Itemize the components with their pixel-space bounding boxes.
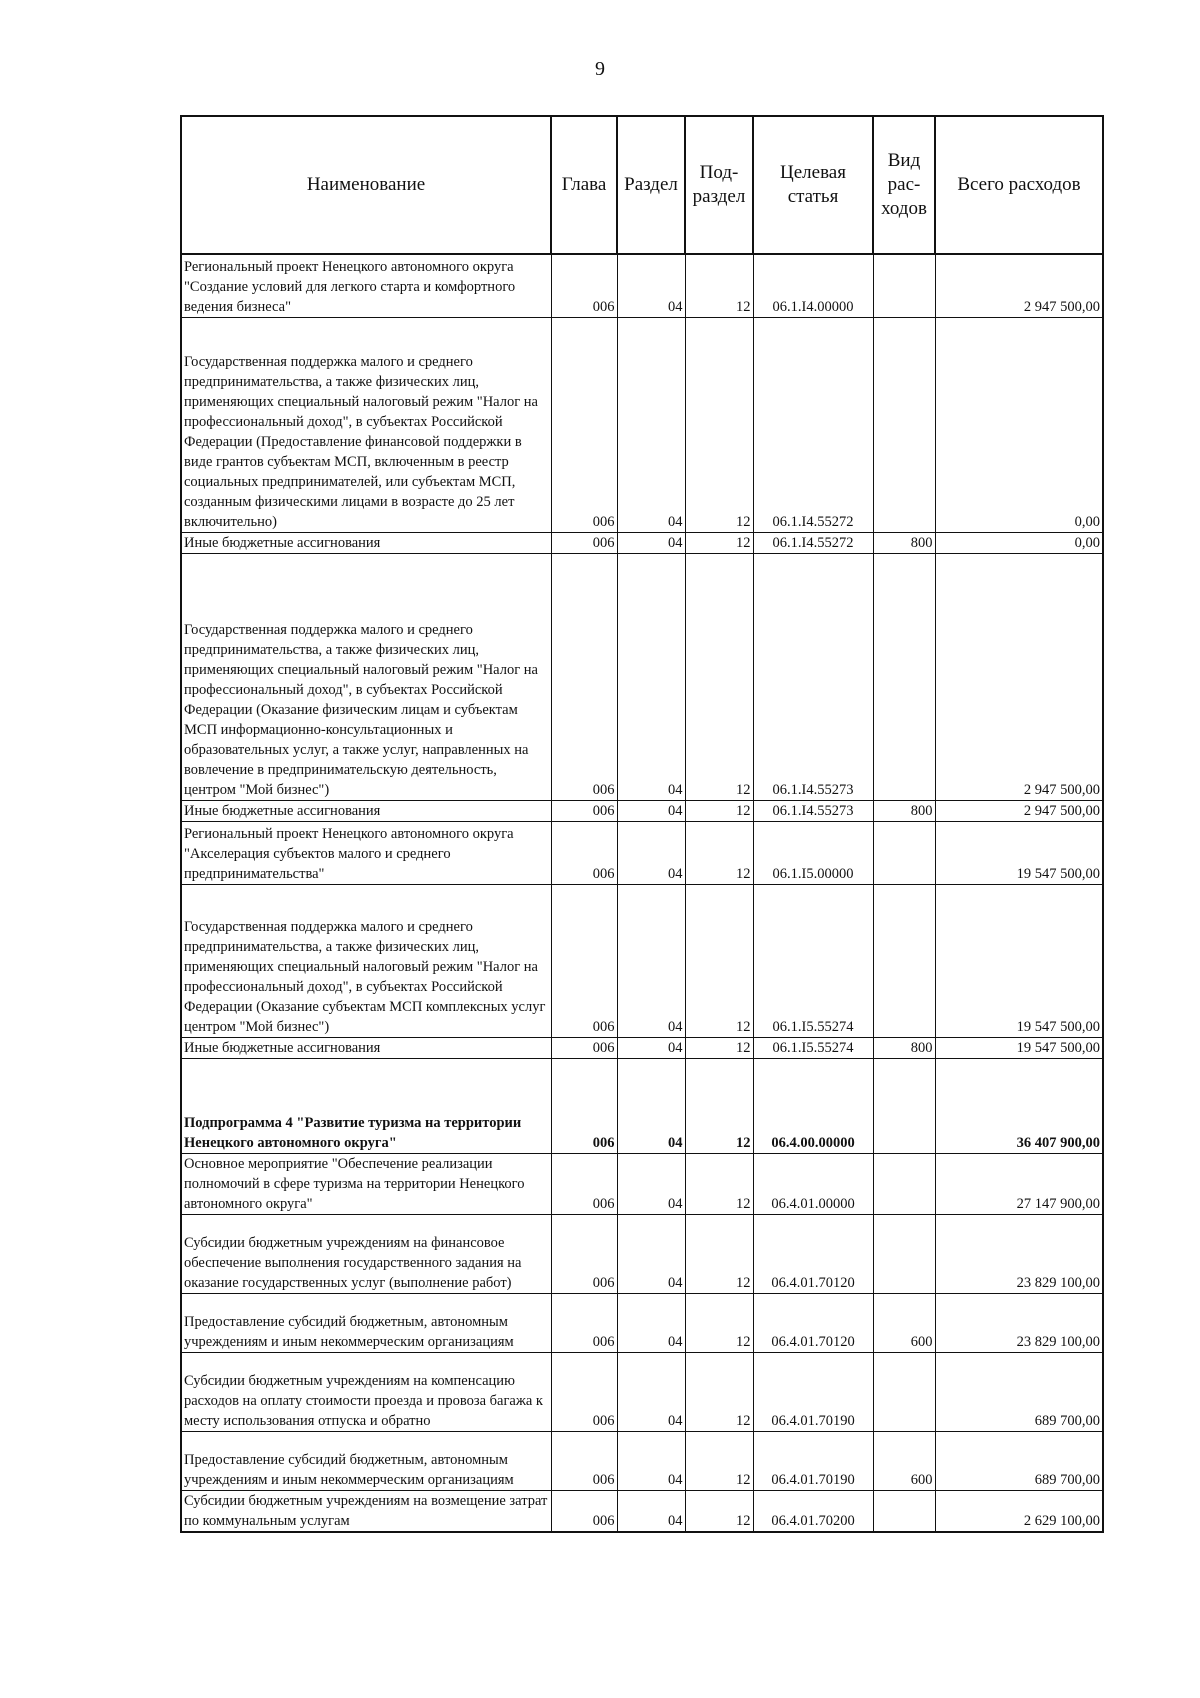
cell-subsection: 12 xyxy=(685,1215,753,1294)
cell-total: 19 547 500,00 xyxy=(935,822,1103,885)
cell-target: 06.4.00.00000 xyxy=(753,1059,873,1154)
cell-target: 06.4.01.70200 xyxy=(753,1491,873,1533)
cell-expense-type: 600 xyxy=(873,1294,935,1353)
cell-name: Региональный проект Ненецкого автономного округа "Создание условий для легкого старта и комфортного ведения бизнеса" xyxy=(181,254,551,318)
cell-expense-type xyxy=(873,822,935,885)
cell-name: Иные бюджетные ассигнования xyxy=(181,1038,551,1059)
cell-expense-type: 800 xyxy=(873,533,935,554)
cell-section: 04 xyxy=(617,1038,685,1059)
cell-section: 04 xyxy=(617,318,685,533)
cell-subsection: 12 xyxy=(685,254,753,318)
cell-target: 06.4.01.70190 xyxy=(753,1432,873,1491)
cell-target: 06.1.I5.55274 xyxy=(753,885,873,1038)
cell-expense-type xyxy=(873,554,935,801)
cell-name: Иные бюджетные ассигнования xyxy=(181,533,551,554)
cell-total: 19 547 500,00 xyxy=(935,885,1103,1038)
cell-name: Основное мероприятие "Обеспечение реализации полномочий в сфере туризма на территории Ненецкого автономного округа" xyxy=(181,1154,551,1215)
cell-section: 04 xyxy=(617,801,685,822)
cell-expense-type xyxy=(873,1353,935,1432)
cell-subsection: 12 xyxy=(685,801,753,822)
table-row xyxy=(181,801,1103,822)
cell-subsection: 12 xyxy=(685,533,753,554)
table-row xyxy=(181,1353,1103,1432)
cell-section: 04 xyxy=(617,1491,685,1533)
table-row xyxy=(181,1491,1103,1533)
cell-expense-type: 800 xyxy=(873,1038,935,1059)
cell-subsection: 12 xyxy=(685,554,753,801)
cell-total: 23 829 100,00 xyxy=(935,1215,1103,1294)
cell-chapter: 006 xyxy=(551,1491,617,1533)
cell-subsection: 12 xyxy=(685,1154,753,1215)
cell-target: 06.1.I5.55274 xyxy=(753,1038,873,1059)
cell-total: 23 829 100,00 xyxy=(935,1294,1103,1353)
cell-total: 2 947 500,00 xyxy=(935,254,1103,318)
cell-chapter: 006 xyxy=(551,801,617,822)
cell-name: Подпрограмма 4 "Развитие туризма на территории Ненецкого автономного округа" xyxy=(181,1059,551,1154)
cell-subsection: 12 xyxy=(685,1491,753,1533)
cell-name: Иные бюджетные ассигнования xyxy=(181,801,551,822)
cell-chapter: 006 xyxy=(551,1154,617,1215)
header-total: Всего расходов xyxy=(935,116,1103,254)
cell-expense-type xyxy=(873,1059,935,1154)
cell-subsection: 12 xyxy=(685,1059,753,1154)
cell-name: Предоставление субсидий бюджетным, автономным учреждениям и иным некоммерческим организациям xyxy=(181,1294,551,1353)
cell-section: 04 xyxy=(617,822,685,885)
cell-name: Субсидии бюджетным учреждениям на финансовое обеспечение выполнения государственного задания на оказание государственных услуг (выполнение работ) xyxy=(181,1215,551,1294)
cell-subsection: 12 xyxy=(685,1353,753,1432)
cell-section: 04 xyxy=(617,1432,685,1491)
cell-total: 36 407 900,00 xyxy=(935,1059,1103,1154)
page-number: 9 xyxy=(595,58,605,80)
table-row xyxy=(181,1038,1103,1059)
cell-subsection: 12 xyxy=(685,822,753,885)
cell-expense-type xyxy=(873,1154,935,1215)
cell-chapter: 006 xyxy=(551,822,617,885)
cell-target: 06.1.I5.00000 xyxy=(753,822,873,885)
cell-target: 06.1.I4.55273 xyxy=(753,801,873,822)
header-chapter: Глава xyxy=(551,116,617,254)
cell-target: 06.4.01.70120 xyxy=(753,1215,873,1294)
table-row xyxy=(181,1294,1103,1353)
cell-chapter: 006 xyxy=(551,533,617,554)
cell-subsection: 12 xyxy=(685,1432,753,1491)
cell-section: 04 xyxy=(617,254,685,318)
cell-chapter: 006 xyxy=(551,1432,617,1491)
cell-chapter: 006 xyxy=(551,1215,617,1294)
header-expense-type: Вид рас-ходов xyxy=(873,116,935,254)
cell-chapter: 006 xyxy=(551,318,617,533)
cell-subsection: 12 xyxy=(685,885,753,1038)
table-row xyxy=(181,822,1103,885)
cell-chapter: 006 xyxy=(551,554,617,801)
table-row xyxy=(181,1154,1103,1215)
table-row xyxy=(181,533,1103,554)
cell-total: 2 629 100,00 xyxy=(935,1491,1103,1533)
cell-total: 2 947 500,00 xyxy=(935,554,1103,801)
header-section: Раздел xyxy=(617,116,685,254)
cell-chapter: 006 xyxy=(551,1294,617,1353)
cell-expense-type xyxy=(873,318,935,533)
cell-total: 2 947 500,00 xyxy=(935,801,1103,822)
cell-total: 0,00 xyxy=(935,318,1103,533)
cell-expense-type xyxy=(873,254,935,318)
cell-name: Государственная поддержка малого и среднего предпринимательства, а также физических лиц, применяющих специальный налоговый режим "Налог на профессиональный доход", в субъектах Российской Федерации (Предоставление финансовой поддержки в виде грантов субъектам МСП, включенным в реестр социальных предпринимателей, или субъектам МСП, созданным физическими лицами в возрасте до 25 лет включительно) xyxy=(181,318,551,533)
cell-section: 04 xyxy=(617,1154,685,1215)
cell-total: 0,00 xyxy=(935,533,1103,554)
cell-target: 06.4.01.70190 xyxy=(753,1353,873,1432)
cell-name: Предоставление субсидий бюджетным, автономным учреждениям и иным некоммерческим организациям xyxy=(181,1432,551,1491)
cell-target: 06.1.I4.55272 xyxy=(753,318,873,533)
cell-chapter: 006 xyxy=(551,254,617,318)
table-body xyxy=(181,254,1103,1532)
cell-target: 06.4.01.70120 xyxy=(753,1294,873,1353)
table-row xyxy=(181,1432,1103,1491)
table-row xyxy=(181,1215,1103,1294)
cell-total: 27 147 900,00 xyxy=(935,1154,1103,1215)
cell-section: 04 xyxy=(617,533,685,554)
table-row xyxy=(181,254,1103,318)
table-row xyxy=(181,554,1103,801)
cell-section: 04 xyxy=(617,1215,685,1294)
cell-chapter: 006 xyxy=(551,1353,617,1432)
cell-target: 06.1.I4.00000 xyxy=(753,254,873,318)
table-row xyxy=(181,318,1103,533)
cell-section: 04 xyxy=(617,1059,685,1154)
cell-section: 04 xyxy=(617,885,685,1038)
cell-expense-type: 600 xyxy=(873,1432,935,1491)
cell-expense-type xyxy=(873,885,935,1038)
cell-name: Субсидии бюджетным учреждениям на компенсацию расходов на оплату стоимости проезда и провоза багажа к месту использования отпуска и обратно xyxy=(181,1353,551,1432)
header-target: Целевая статья xyxy=(753,116,873,254)
cell-section: 04 xyxy=(617,554,685,801)
cell-target: 06.1.I4.55273 xyxy=(753,554,873,801)
cell-chapter: 006 xyxy=(551,885,617,1038)
cell-chapter: 006 xyxy=(551,1059,617,1154)
cell-chapter: 006 xyxy=(551,1038,617,1059)
header-name: Наименование xyxy=(181,116,551,254)
table-row xyxy=(181,885,1103,1038)
cell-expense-type: 800 xyxy=(873,801,935,822)
cell-expense-type xyxy=(873,1491,935,1533)
cell-name: Субсидии бюджетным учреждениям на возмещение затрат по коммунальным услугам xyxy=(181,1491,551,1533)
cell-name: Государственная поддержка малого и среднего предпринимательства, а также физических лиц, применяющих специальный налоговый режим "Налог на профессиональный доход", в субъектах Российской Федерации (Оказание субъектам МСП комплексных услуг центром "Мой бизнес") xyxy=(181,885,551,1038)
cell-name: Региональный проект Ненецкого автономного округа "Акселерация субъектов малого и среднего предпринимательства" xyxy=(181,822,551,885)
table-header xyxy=(181,116,1103,254)
budget-table xyxy=(180,115,1104,1533)
table-row xyxy=(181,1059,1103,1154)
cell-total: 689 700,00 xyxy=(935,1353,1103,1432)
header-subsection: Под-раздел xyxy=(685,116,753,254)
cell-subsection: 12 xyxy=(685,1294,753,1353)
cell-name: Государственная поддержка малого и среднего предпринимательства, а также физических лиц, применяющих специальный налоговый режим "Налог на профессиональный доход", в субъектах Российской Федерации (Оказание физическим лицам и субъектам МСП информационно-консультационных и образовательных услуг, а также услуг, направленных на вовлечение в предпринимательскую деятельность, центром "Мой бизнес") xyxy=(181,554,551,801)
cell-total: 19 547 500,00 xyxy=(935,1038,1103,1059)
cell-expense-type xyxy=(873,1215,935,1294)
cell-total: 689 700,00 xyxy=(935,1432,1103,1491)
cell-target: 06.4.01.00000 xyxy=(753,1154,873,1215)
cell-subsection: 12 xyxy=(685,1038,753,1059)
cell-section: 04 xyxy=(617,1353,685,1432)
cell-subsection: 12 xyxy=(685,318,753,533)
cell-target: 06.1.I4.55272 xyxy=(753,533,873,554)
cell-section: 04 xyxy=(617,1294,685,1353)
